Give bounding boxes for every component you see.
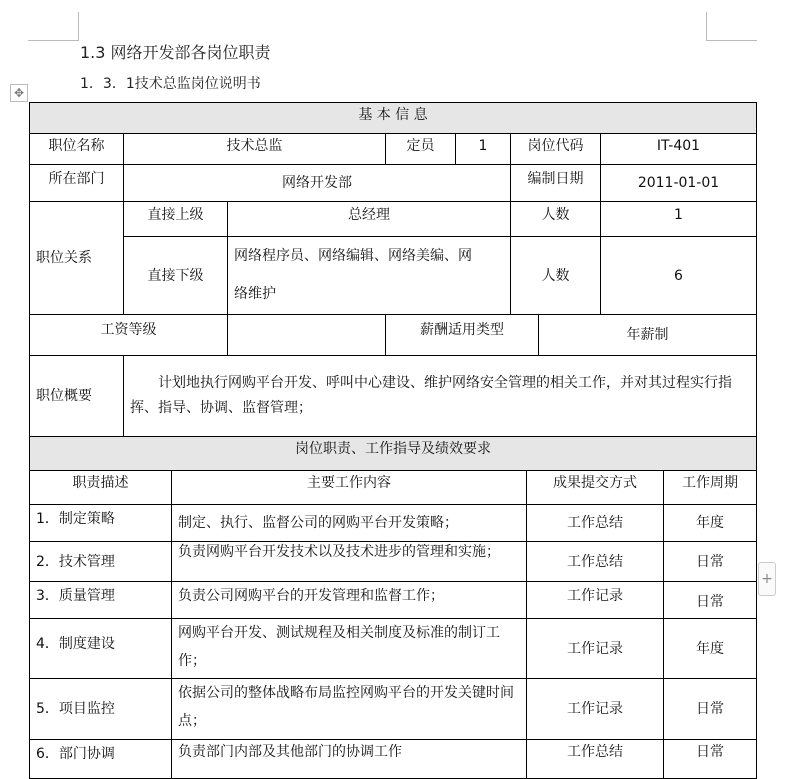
salary-label: 工资等级 [29, 314, 228, 356]
duty-content: 负责网购平台开发技术以及技术进步的管理和实施； [171, 541, 527, 582]
pay-type-label: 薪酬适用类型 [385, 314, 539, 356]
duty-desc: 1．制定策略 [29, 504, 172, 542]
dept: 网络开发部 [123, 164, 511, 202]
duty-cycle: 年度 [663, 504, 757, 542]
superior-count-label: 人数 [510, 201, 601, 237]
relation-label: 职位关系 [29, 201, 124, 315]
dept-label: 所在部门 [29, 164, 124, 202]
duty-content: 负责部门内部及其他部门的协调工作 [171, 739, 527, 779]
duty-content: 制定、执行、监督公司的网购平台开发策略； [171, 504, 527, 542]
table-move-handle-icon[interactable]: ✥ [10, 84, 28, 102]
superior-label: 直接上级 [123, 201, 228, 237]
duty-content: 依据公司的整体战略布局监控网购平台的开发关键时间点； [171, 678, 527, 740]
duty-cycle: 日常 [663, 739, 757, 779]
code-label: 岗位代码 [510, 133, 601, 165]
superior-count: 1 [600, 201, 757, 237]
subordinate-label: 直接下级 [123, 236, 228, 315]
duty-content: 负责公司网购平台的开发管理和监督工作； [171, 581, 527, 619]
duty-desc: 2．技术管理 [29, 541, 172, 582]
pos-name-label: 职位名称 [29, 133, 124, 165]
duty-desc: 5．项目监控 [29, 678, 172, 740]
heading-1-3-1: 1．3．1技术总监岗位说明书 [80, 76, 261, 92]
duty-desc: 6．部门协调 [29, 739, 172, 779]
superior: 总经理 [227, 201, 511, 237]
code: IT-401 [600, 133, 757, 165]
duty-output: 工作记录 [526, 678, 664, 740]
basic-info-header: 基 本 信 息 [29, 102, 757, 134]
duty-desc: 3．质量管理 [29, 581, 172, 619]
duty-cycle: 日常 [663, 678, 757, 740]
salary [227, 314, 386, 356]
heading-1-3: 1.3 网络开发部各岗位职责 [80, 43, 271, 62]
quota: 1 [455, 133, 511, 165]
duty-output: 工作记录 [526, 618, 664, 679]
duty-output: 工作总结 [526, 541, 664, 582]
add-column-plus-icon[interactable]: + [758, 562, 776, 596]
duty-cycle: 日常 [663, 581, 757, 619]
pay-type: 年薪制 [538, 314, 757, 356]
pos-name: 技术总监 [123, 133, 386, 165]
col-header-cycle: 工作周期 [663, 470, 757, 505]
duty-output: 工作总结 [526, 739, 664, 779]
col-header-content: 主要工作内容 [171, 470, 527, 505]
subordinate-count-label: 人数 [510, 236, 601, 315]
duty-content: 网购平台开发、测试规程及相关制度及标准的制订工作； [171, 618, 527, 679]
duty-output: 工作记录 [526, 581, 664, 619]
col-header-output: 成果提交方式 [526, 470, 664, 505]
duty-output: 工作总结 [526, 504, 664, 542]
duty-desc: 4．制度建设 [29, 618, 172, 679]
summary: 计划地执行网购平台开发、呼叫中心建设、维护网络安全管理的相关工作，并对其过程实行指挥、指导、协调、监督管理； [123, 355, 757, 437]
duty-cycle: 日常 [663, 541, 757, 582]
duties-header: 岗位职责、工作指导及绩效要求 [29, 436, 757, 471]
subordinates: 网络程序员、网络编辑、网络美编、网络维护 [227, 236, 511, 315]
subordinate-count: 6 [600, 236, 757, 315]
date-label: 编制日期 [510, 164, 601, 202]
duty-cycle: 年度 [663, 618, 757, 679]
summary-label: 职位概要 [29, 355, 124, 437]
quota-label: 定员 [385, 133, 456, 165]
date: 2011-01-01 [600, 164, 757, 202]
col-header-desc: 职责描述 [29, 470, 172, 505]
